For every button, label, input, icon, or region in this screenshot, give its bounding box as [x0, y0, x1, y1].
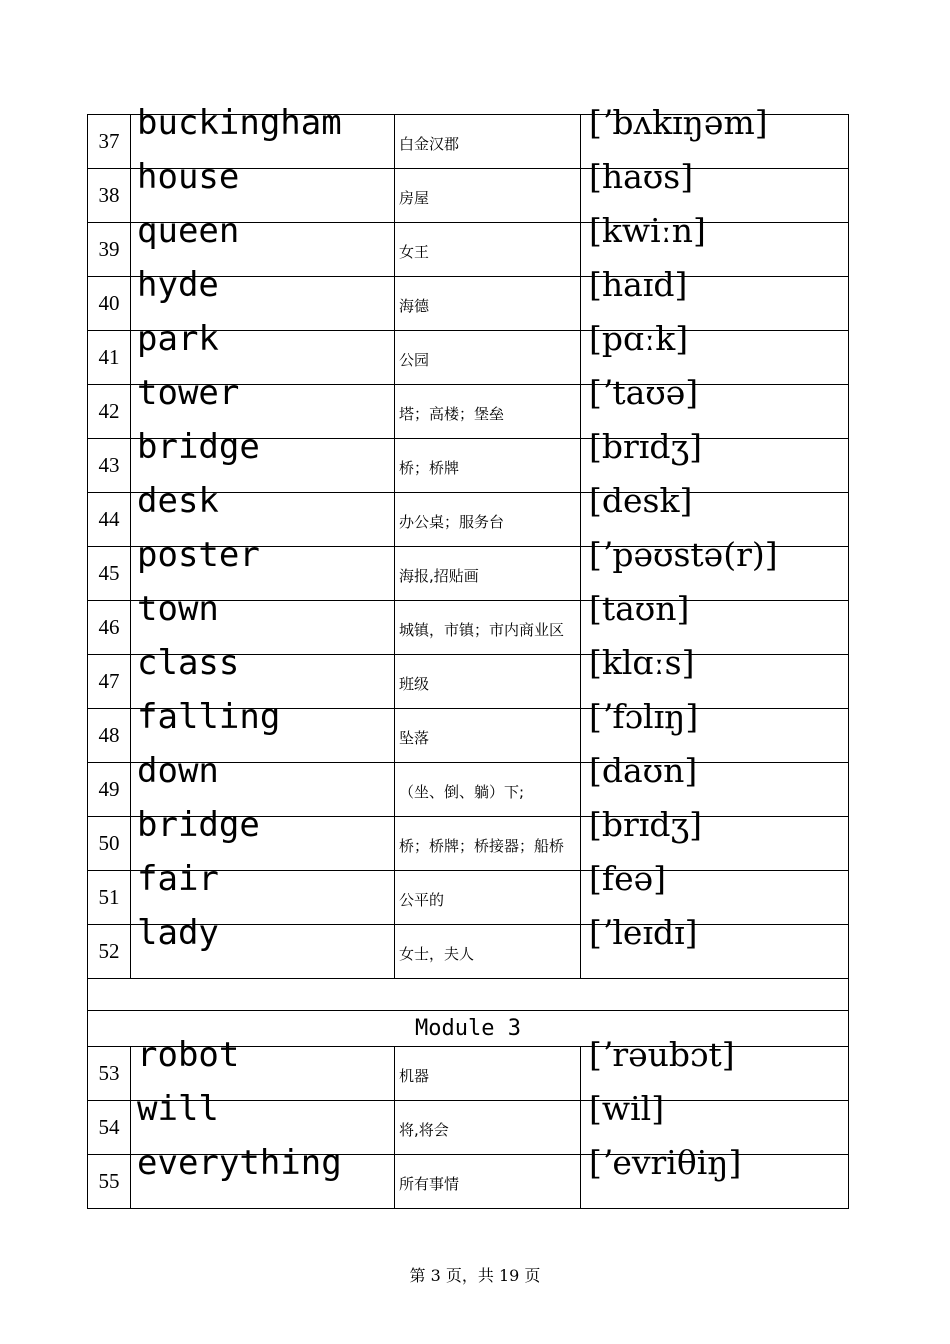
row-number: 47 — [88, 655, 131, 709]
chinese-meaning: 桥；桥牌 — [395, 439, 581, 493]
chinese-meaning: 海德 — [395, 277, 581, 331]
page-footer: 第 3 页，共 19 页 — [409, 1266, 541, 1285]
phonetic-text: [haʊs] — [589, 157, 694, 196]
row-number: 41 — [88, 331, 131, 385]
vocab-row — [88, 925, 849, 979]
english-word-text: lady — [137, 913, 219, 953]
phonetic-text: [ʼfɔlɪŋ] — [589, 697, 699, 736]
chinese-meaning: 城镇，市镇；市内商业区 — [395, 601, 581, 655]
english-word-text: poster — [137, 535, 260, 575]
english-word-text: hyde — [137, 265, 219, 305]
phonetic-text: [ʼbʌkɪŋəm] — [589, 103, 768, 142]
phonetic-text: [feə] — [589, 859, 667, 898]
phonetic-text: [brɪdʒ] — [589, 427, 702, 466]
english-word-text: down — [137, 751, 219, 791]
phonetic-text: [brɪdʒ] — [589, 805, 702, 844]
chinese-meaning: 女士，夫人 — [395, 925, 581, 979]
phonetic-text: [taʊn] — [589, 589, 690, 628]
row-number: 49 — [88, 763, 131, 817]
english-word-text: will — [137, 1089, 219, 1129]
chinese-meaning: 所有事情 — [395, 1155, 581, 1209]
row-number: 50 — [88, 817, 131, 871]
row-number: 46 — [88, 601, 131, 655]
phonetic-text: [wil] — [589, 1089, 665, 1128]
row-number: 53 — [88, 1047, 131, 1101]
row-number: 44 — [88, 493, 131, 547]
phonetic-text: [ʼevriθiŋ] — [589, 1143, 742, 1182]
english-word-text: fair — [137, 859, 219, 899]
english-word-text: house — [137, 157, 240, 197]
phonetic-text: [ʼpəʊstə(r)] — [589, 535, 778, 574]
english-word-text: queen — [137, 211, 240, 251]
english-word-text: buckingham — [137, 103, 342, 143]
module-title: Module 3 — [88, 1011, 849, 1047]
spacer-row — [88, 979, 849, 1011]
chinese-meaning: 白金汉郡 — [395, 115, 581, 169]
phonetic-text: [desk] — [589, 481, 693, 520]
row-number: 55 — [88, 1155, 131, 1209]
row-number: 51 — [88, 871, 131, 925]
chinese-meaning: 将,将会 — [395, 1101, 581, 1155]
row-number: 39 — [88, 223, 131, 277]
chinese-meaning: （坐、倒、躺）下; — [395, 763, 581, 817]
phonetic-transcription — [581, 913, 849, 979]
row-number: 40 — [88, 277, 131, 331]
chinese-meaning: 房屋 — [395, 169, 581, 223]
phonetic-transcription — [581, 1143, 849, 1209]
english-word-text: bridge — [137, 805, 260, 845]
row-number: 38 — [88, 169, 131, 223]
phonetic-text: [ʼtaʊə] — [589, 373, 699, 412]
row-number: 54 — [88, 1101, 131, 1155]
english-word-text: park — [137, 319, 219, 359]
english-word-text: everything — [137, 1143, 342, 1183]
vocabulary-rows-b — [88, 1035, 849, 1209]
english-word — [131, 913, 395, 979]
chinese-meaning: 海报,招贴画 — [395, 547, 581, 601]
row-number: 42 — [88, 385, 131, 439]
phonetic-text: [haɪd] — [589, 265, 688, 304]
chinese-meaning: 机器 — [395, 1047, 581, 1101]
vocabulary-table — [87, 103, 849, 1209]
english-word — [131, 1143, 395, 1209]
english-word-text: class — [137, 643, 240, 683]
english-word-text: desk — [137, 481, 219, 521]
english-word-text: town — [137, 589, 219, 629]
english-word-text: tower — [137, 373, 240, 413]
phonetic-text: [kwiːn] — [589, 211, 706, 250]
vocab-row — [88, 1155, 849, 1209]
chinese-meaning: 公园 — [395, 331, 581, 385]
vocabulary-rows-a — [88, 103, 849, 979]
chinese-meaning: 办公桌；服务台 — [395, 493, 581, 547]
row-number: 45 — [88, 547, 131, 601]
chinese-meaning: 塔；高楼；堡垒 — [395, 385, 581, 439]
english-word-text: robot — [137, 1035, 240, 1075]
row-number: 52 — [88, 925, 131, 979]
english-word-text: falling — [137, 697, 281, 737]
phonetic-text: [ʼrəubɔt] — [589, 1035, 735, 1074]
phonetic-text: [klɑːs] — [589, 643, 695, 682]
english-word-text: bridge — [137, 427, 260, 467]
chinese-meaning: 桥；桥牌；桥接器；船桥 — [395, 817, 581, 871]
phonetic-text: [ʼleɪdɪ] — [589, 913, 698, 952]
phonetic-text: [daʊn] — [589, 751, 698, 790]
row-number: 37 — [88, 115, 131, 169]
row-number: 43 — [88, 439, 131, 493]
chinese-meaning: 班级 — [395, 655, 581, 709]
chinese-meaning: 坠落 — [395, 709, 581, 763]
chinese-meaning: 女王 — [395, 223, 581, 277]
phonetic-text: [pɑːk] — [589, 319, 689, 358]
row-number: 48 — [88, 709, 131, 763]
chinese-meaning: 公平的 — [395, 871, 581, 925]
